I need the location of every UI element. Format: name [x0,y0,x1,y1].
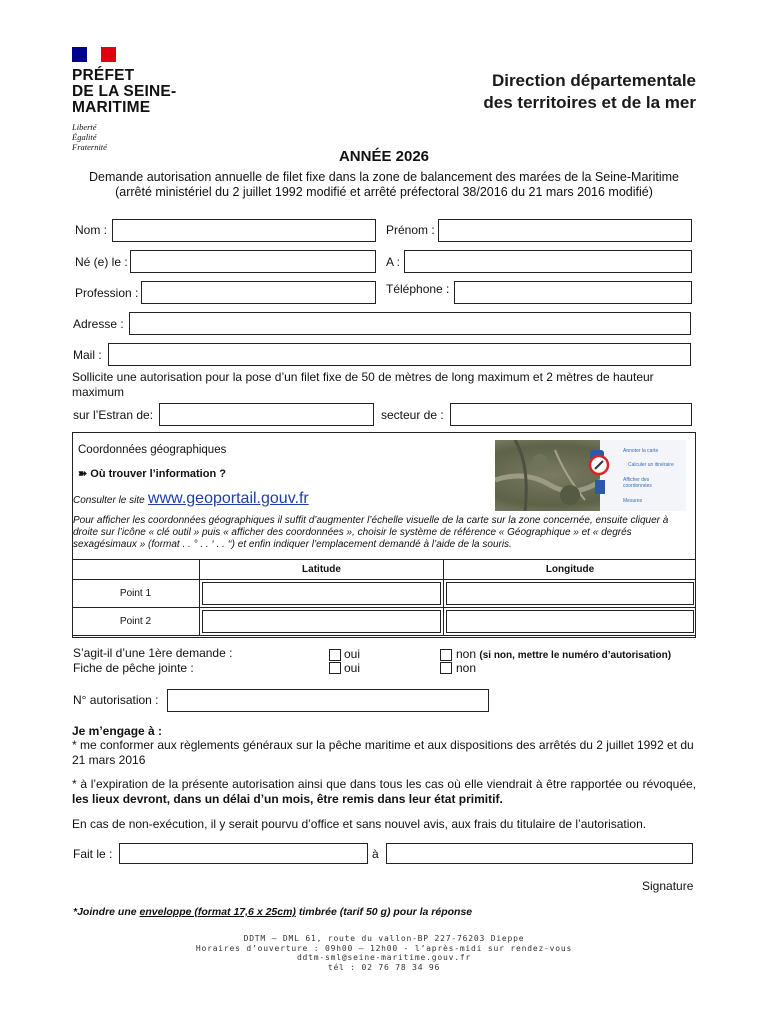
motto-line: Égalité [72,132,97,142]
geoportail-link[interactable]: www.geoportail.gouv.fr [148,490,309,507]
first-request-label: S’agit-il d’une 1ère demande : [73,646,233,660]
profession-label: Profession : [75,286,139,300]
birthplace-label: A : [386,255,401,269]
fait-le-input[interactable] [119,843,368,864]
estran-input[interactable] [159,403,374,426]
signature-label: Signature [642,879,694,893]
logo-line: DE LA SEINE- [72,83,177,100]
engagement-item2-text: * à l’expiration de la présente autorisation ainsi que dans tous les cas où elle viendrait à être rapportée ou révoquée, [72,777,696,791]
motto-line: Liberté [72,122,97,132]
prefect-logo-text [72,68,176,116]
arrow-icon: ➽ [78,468,88,480]
longitude-header: Longitude [444,560,697,580]
coordinates-title: Coordonnées géographiques [78,444,227,456]
footer-address: DDTM – DML 61, route du vallon-BP 227-76203 Dieppe [243,934,525,943]
direction-line: des territoires et de la mer [483,93,696,112]
year-title: ANNÉE 2026 [338,148,430,165]
telephone-input[interactable] [454,281,692,304]
direction-line: Direction départementale [491,71,696,90]
direction-title [483,70,696,114]
logo-line: PRÉFET [72,67,135,84]
secteur-input[interactable] [450,403,692,426]
note-prefix: *Joindre une [73,906,137,918]
mail-input[interactable] [108,343,691,366]
birthplace-input[interactable] [404,250,692,273]
birthdate-label: Né (e) le : [75,255,128,269]
first-request-non-checkbox[interactable] [440,649,452,661]
birthdate-input[interactable] [130,250,376,273]
motto-line: Fraternité [72,142,107,152]
table-corner [72,560,200,580]
point2-longitude-input[interactable] [446,610,694,633]
point1-latitude-cell [200,580,444,608]
point1-latitude-input[interactable] [202,582,441,605]
fiche-oui-checkbox[interactable] [329,662,341,674]
map-menu-item: Calculer un itinéraire [628,462,674,468]
fait-le-label: Fait le : [73,847,113,861]
where-info-label: Où trouver l’information ? [90,468,226,480]
first-request-oui-checkbox[interactable] [329,649,341,661]
envelope-note [73,906,472,918]
non-text: non [456,647,477,661]
map-menu-item: Mesures [623,498,643,504]
nom-label: Nom : [75,223,108,237]
where-info [78,467,226,480]
estran-label: sur l’Estran de: [73,408,154,422]
footer [0,934,768,972]
adresse-label: Adresse : [73,317,124,331]
footer-hours: Horaires d’ouverture : 09h00 – 12h00 - l’après-midi sur rendez-vous [195,943,573,953]
map-menu-item: Afficher des coordonnées [623,477,652,489]
footer-phone: tél : 02 76 78 34 96 [327,962,441,972]
point2-latitude-cell [200,608,444,636]
point2-label: Point 2 [72,608,200,636]
non-note: (si non, mettre le numéro d’autorisation) [479,650,672,661]
engagement-item1: * me conformer aux règlements généraux sur la pêche maritime et aux dispositions des arrêtés du 2 juillet 1992 et du 21 mars 2016 [72,738,694,767]
engagement-item2-bold: les lieux devront, dans un délai d’un mois, être remis dans leur état primitif. [72,791,503,806]
request-text: Sollicite une autorisation pour la pose d’un filet fixe de 50 de mètres de long maximum et 2 mètres de hauteur maximum [72,370,654,399]
num-autorisation-input[interactable] [167,689,489,712]
note-enveloppe: enveloppe (format 17,6 x 25cm) [139,906,296,918]
mail-label: Mail : [73,348,102,362]
secteur-label: secteur de : [381,408,444,422]
num-autorisation-label: N° autorisation : [73,693,159,707]
point1-label: Point 1 [72,580,200,608]
engagement-item2 [72,777,696,806]
coordinates-instructions: Pour afficher les coordonnées géographiques il suffit d’augmenter l’échelle visuelle de la carte sur la zone concernée, ensuite cliquer à droite sur l’icône « clé outil » puis « afficher des coordonnées », choisir le système de référence « Géographique » et « degrés sexagésimaux » (format . . ° . . ‘ . . ‘‘) et enfin indiquer l’emplacement demandé à l’aide de la souris. [73,515,669,550]
fait-a-input[interactable] [386,843,693,864]
consult-line [73,490,309,508]
profession-input[interactable] [141,281,376,304]
point2-longitude-cell [444,608,697,636]
engagement-title: Je m’engage à : [72,724,163,738]
geoportail-screenshot [495,440,686,511]
point1-longitude-input[interactable] [446,582,694,605]
form-description: Demande autorisation annuelle de filet fixe dans la zone de balancement des marées de la Seine-Maritime (arrêté ministériel du 2 juillet 1992 modifié et arrêté préfectoral 38/2016 du 21 mars 2016 modifié) [89,170,679,199]
non-label [456,647,671,661]
non-execution-text: En cas de non-exécution, il y serait pourvu d’office et sans nouvel avis, aux frais du titulaire de l’autorisation. [72,817,647,831]
note-suffix: timbrée (tarif 50 g) pour la réponse [298,906,473,918]
latitude-header: Latitude [200,560,444,580]
oui-label: oui [344,647,361,661]
map-menu-item: Annoter la carte [623,448,659,454]
prenom-input[interactable] [438,219,692,242]
fait-a-label: à [372,847,379,861]
point2-latitude-input[interactable] [202,610,441,633]
nom-input[interactable] [112,219,376,242]
non-label: non [456,661,477,675]
oui-label: oui [344,661,361,675]
fiche-non-checkbox[interactable] [440,662,452,674]
republic-flag-logo [72,47,116,62]
prenom-label: Prénom : [386,223,435,237]
footer-email: ddtm-sml@seine-maritime.gouv.fr [296,953,472,962]
fiche-label: Fiche de pêche jointe : [73,661,194,675]
telephone-label: Téléphone : [386,282,450,296]
consult-prefix: Consulter le site [73,495,145,506]
adresse-input[interactable] [129,312,691,335]
logo-line: MARITIME [72,99,151,116]
coordinates-table [72,559,696,636]
point1-longitude-cell [444,580,697,608]
